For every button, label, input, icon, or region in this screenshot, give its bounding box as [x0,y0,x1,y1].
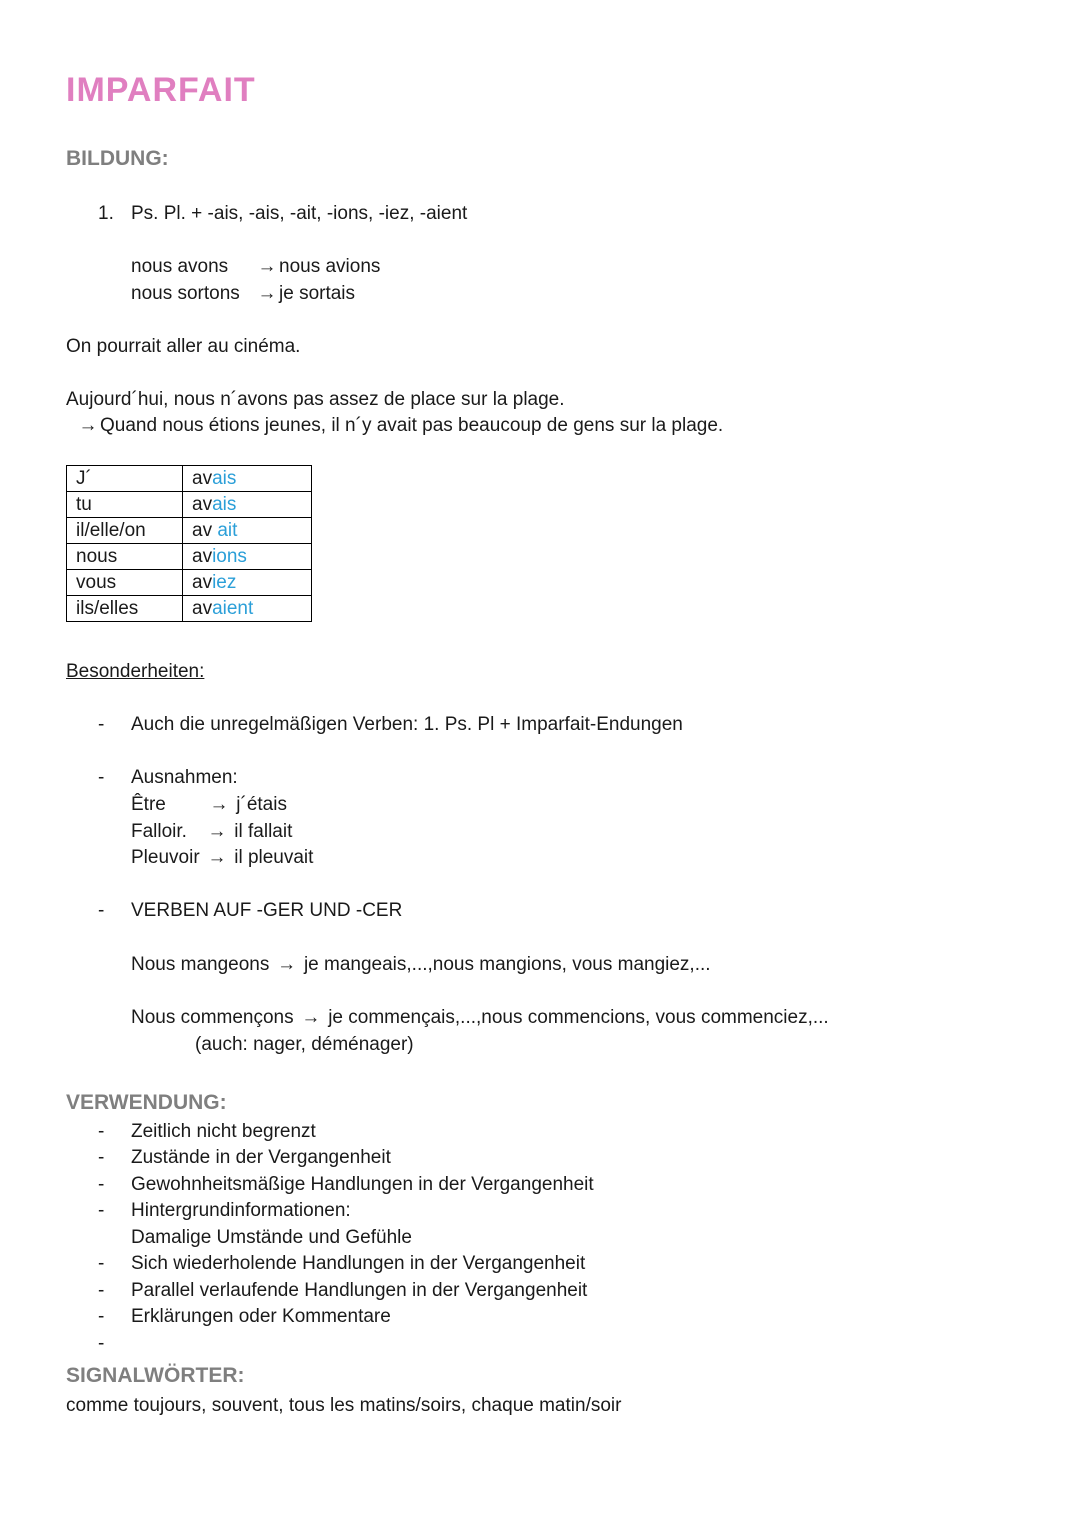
verb-ending: ais [212,468,237,489]
arrow-icon: → [207,847,227,868]
bullet-dash: - [98,1280,105,1301]
section-heading-verwendung: VERWENDUNG: [66,1091,227,1114]
verb-cell [183,596,312,622]
list-item: Sich wiederholende Handlungen in der Vergangenheit [131,1253,586,1274]
page-title: IMPARFAIT [66,71,256,109]
example-sentence-result [76,412,723,439]
exception-form: il pleuvait [234,847,314,868]
bullet-dash: - [98,1121,105,1142]
example-sentence: Aujourd´hui, nous n´avons pas assez de place sur la plage. [66,389,565,410]
example-from: nous avons [131,256,229,277]
list-item: Zustände in der Vergangenheit [131,1147,391,1168]
pronoun-cell: J´ [67,466,183,492]
list-item: Zeitlich nicht begrenzt [131,1121,316,1142]
list-item: Auch die unregelmäßigen Verben: 1. Ps. Pl + Imparfait-Endungen [131,714,683,735]
arrow-icon: → [209,794,229,815]
section-heading-bildung: BILDUNG: [66,147,169,170]
bullet-dash: - [98,1306,105,1327]
conjugation-table [66,465,312,622]
table-row [67,492,312,518]
example-to: je commençais,...,nous commencions, vous commenciez,... [328,1007,829,1028]
example-row [131,253,380,280]
pronoun-cell: il/elle/on [67,518,183,544]
verb-cell [183,570,312,596]
verb-ending: ais [212,494,237,515]
exception-verb: Falloir. [131,821,187,842]
verb-stem: av [192,520,213,541]
table-row [67,570,312,596]
verb-stem: av [192,494,213,515]
list-item: Parallel verlaufende Handlungen in der Vergangenheit [131,1280,588,1301]
table-row [67,466,312,492]
verb-cell [183,492,312,518]
verb-stem: av [192,546,213,567]
bullet-dash: - [98,1333,105,1354]
list-item-heading: VERBEN AUF -GER UND -CER [131,900,403,921]
sentence-text: Quand nous étions jeunes, il n´y avait pas beaucoup de gens sur la plage. [100,415,724,436]
bullet-dash: - [98,1174,105,1195]
arrow-icon: → [207,821,227,842]
verb-stem: av [192,572,213,593]
exception-verb: Être [131,794,166,815]
exception-row [131,818,292,845]
arrow-icon: → [78,415,98,436]
pronoun-cell: tu [67,492,183,518]
section-heading-besonderheiten: Besonderheiten: [66,661,205,682]
list-item: Gewohnheitsmäßige Handlungen in der Vergangenheit [131,1174,594,1195]
bullet-dash: - [98,900,105,921]
example-to: je sortais [279,283,356,304]
section-heading-signalwoerter: SIGNALWÖRTER: [66,1364,245,1387]
signal-words: comme toujours, souvent, tous les matins/soirs, chaque matin/soir [66,1395,622,1416]
rule-number: 1. [98,203,114,224]
table-row [67,518,312,544]
list-item-heading: Ausnahmen: [131,767,238,788]
list-item: Erklärungen oder Kommentare [131,1306,391,1327]
rule-text: Ps. Pl. + -ais, -ais, -ait, -ions, -iez, -aient [131,203,468,224]
arrow-icon: → [257,256,277,277]
example-from: nous sortons [131,283,240,304]
verb-ending: iez [212,572,237,593]
bullet-dash: - [98,1200,105,1221]
verb-ending: aient [212,598,254,619]
pronoun-cell: nous [67,544,183,570]
example-sentence: On pourrait aller au cinéma. [66,336,301,357]
bullet-dash: - [98,714,105,735]
pronoun-cell: vous [67,570,183,596]
verb-cell [183,466,312,492]
verb-ending: ait [217,520,238,541]
table-row [67,544,312,570]
example-from: Nous mangeons [131,954,270,975]
verb-ending: ions [212,546,247,567]
example-row [131,280,355,307]
exception-form: il fallait [234,821,293,842]
cer-example [131,1004,829,1031]
bullet-dash: - [98,1147,105,1168]
verb-cell [183,518,312,544]
list-item-continuation: Damalige Umstände und Gefühle [131,1227,412,1248]
arrow-icon: → [257,283,277,304]
example-to: je mangeais,...,nous mangions, vous mangiez,... [303,954,711,975]
arrow-icon: → [277,954,297,975]
example-to: nous avions [279,256,381,277]
verb-stem: av [192,598,213,619]
bullet-dash: - [98,767,105,788]
exception-verb: Pleuvoir [131,847,200,868]
verb-cell [183,544,312,570]
example-from: Nous commençons [131,1007,294,1028]
pronoun-cell: ils/elles [67,596,183,622]
ger-example [131,951,711,978]
verb-stem: av [192,468,213,489]
note: (auch: nager, déménager) [195,1034,414,1055]
bullet-dash: - [98,1253,105,1274]
table-row [67,596,312,622]
exception-row [131,791,287,818]
exception-form: j´étais [236,794,287,815]
exception-row [131,844,313,871]
arrow-icon: → [301,1007,321,1028]
list-item: Hintergrundinformationen: [131,1200,351,1221]
